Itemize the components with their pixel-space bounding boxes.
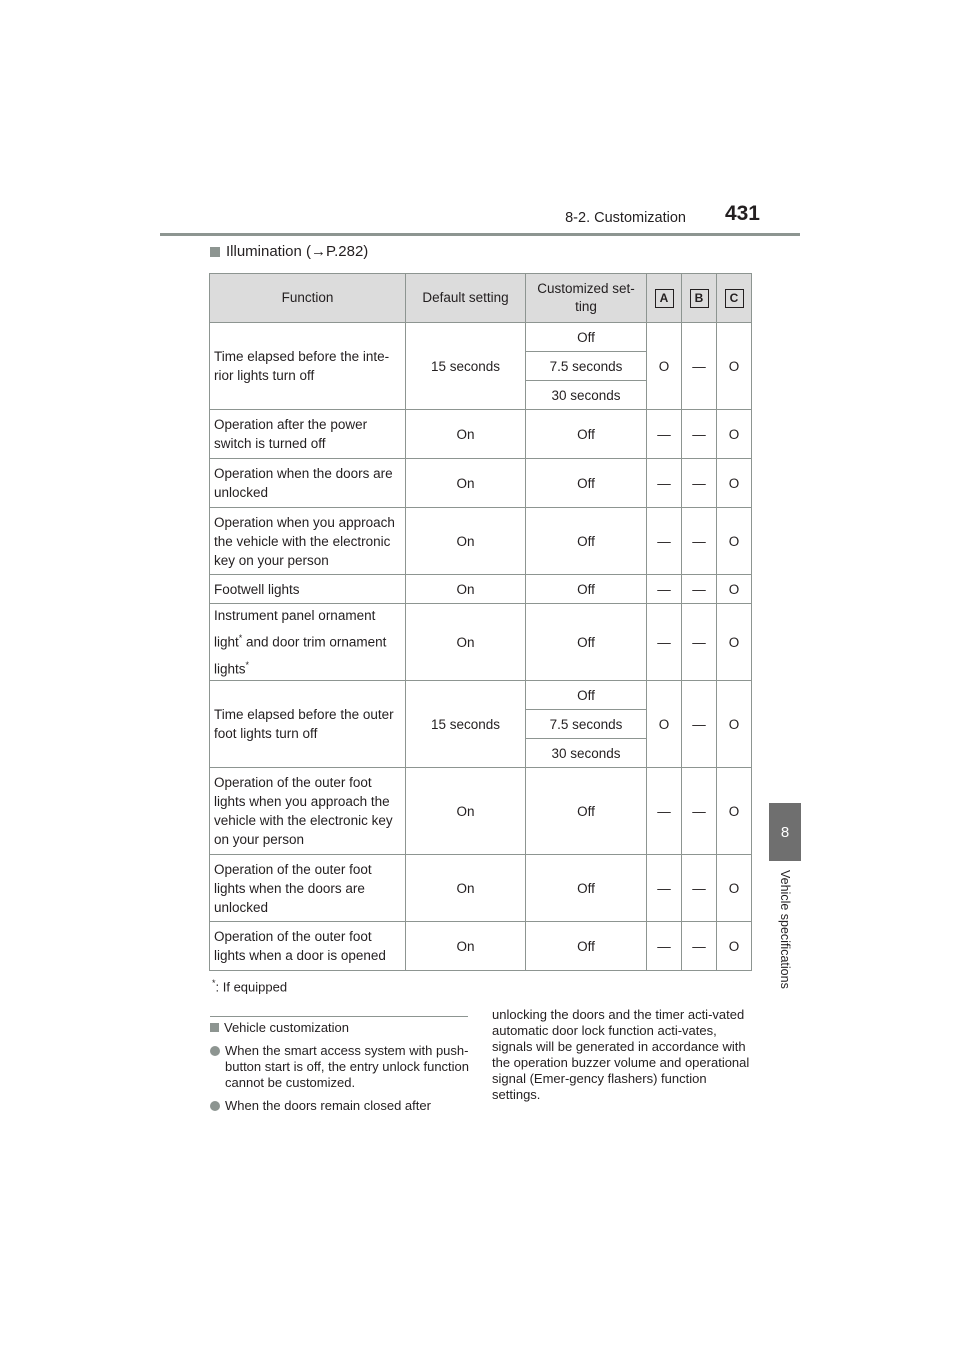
c-cell: O <box>717 681 752 768</box>
function-cell: Footwell lights <box>210 575 406 604</box>
default-cell: On <box>406 410 526 459</box>
table-row <box>210 768 752 855</box>
continuation-text: unlocking the doors and the timer acti-vated automatic door lock function acti-vates, signals will be generated in accordance with the operation buzzer volume and operational signal (Emer-gency flashers) function settings. <box>492 1007 750 1102</box>
table-row <box>210 681 752 710</box>
c-cell: O <box>717 575 752 604</box>
header-rule <box>160 233 800 236</box>
a-cell: — <box>647 604 682 681</box>
option-cell: Off <box>526 604 647 681</box>
function-cell: Operation when the doors are unlocked <box>210 459 406 508</box>
header-b-label: B <box>690 289 709 308</box>
function-cell: Time elapsed before the inte-rior lights turn off <box>210 323 406 410</box>
c-cell: O <box>717 508 752 575</box>
default-cell: 15 seconds <box>406 681 526 768</box>
function-cell: Operation of the outer foot lights when you approach the vehicle with the electronic key on your person <box>210 768 406 855</box>
section-title: 8-2. Customization <box>565 210 686 226</box>
default-cell: On <box>406 459 526 508</box>
table-row <box>210 410 752 459</box>
b-cell: — <box>682 575 717 604</box>
option-cell: Off <box>526 855 647 922</box>
c-cell: O <box>717 768 752 855</box>
default-cell: On <box>406 604 526 681</box>
a-cell: — <box>647 410 682 459</box>
footnote <box>212 978 287 994</box>
function-cell: Time elapsed before the outer foot lights turn off <box>210 681 406 768</box>
subsection-heading-text: Vehicle customization <box>224 1020 350 1035</box>
a-cell: — <box>647 922 682 971</box>
header-c <box>717 274 752 323</box>
c-cell: O <box>717 604 752 681</box>
footnote-mark: * <box>238 633 243 643</box>
option-cell: Off <box>526 681 647 710</box>
function-cell: Operation of the outer foot lights when a door is opened <box>210 922 406 971</box>
option-cell: Off <box>526 323 647 352</box>
default-cell: 15 seconds <box>406 323 526 410</box>
divider <box>210 1016 468 1017</box>
chapter-label <box>770 870 800 1010</box>
option-cell: Off <box>526 410 647 459</box>
square-bullet-icon <box>210 247 220 257</box>
b-cell: — <box>682 410 717 459</box>
b-cell: — <box>682 323 717 410</box>
function-cell: Operation after the power switch is turned off <box>210 410 406 459</box>
option-cell: Off <box>526 459 647 508</box>
section-heading <box>210 243 368 260</box>
header-b <box>682 274 717 323</box>
table-row <box>210 922 752 971</box>
table-row <box>210 604 752 681</box>
footnote-text: : If equipped <box>215 979 288 995</box>
a-cell: O <box>647 681 682 768</box>
option-cell: 7.5 seconds <box>526 352 647 381</box>
b-cell: — <box>682 922 717 971</box>
section-heading-text: Illumination (→P.282) <box>226 243 369 260</box>
b-cell: — <box>682 508 717 575</box>
a-cell: — <box>647 855 682 922</box>
option-cell: Off <box>526 922 647 971</box>
default-cell: On <box>406 575 526 604</box>
list-item <box>210 1043 472 1091</box>
chapter-label-text: Vehicle specifications <box>778 870 792 989</box>
function-cell: Operation when you approach the vehicle with the electronic key on your person <box>210 508 406 575</box>
default-cell: On <box>406 508 526 575</box>
function-text: and door trim ornament lights <box>214 634 387 676</box>
bullet-dot-icon <box>210 1046 220 1056</box>
a-cell: — <box>647 508 682 575</box>
default-cell: On <box>406 855 526 922</box>
option-cell: 30 seconds <box>526 381 647 410</box>
a-cell: — <box>647 768 682 855</box>
b-cell: — <box>682 604 717 681</box>
customization-table <box>209 273 752 971</box>
table-row <box>210 855 752 922</box>
header-c-label: C <box>725 289 744 308</box>
c-cell: O <box>717 410 752 459</box>
function-text: Instrument panel ornament light <box>214 608 376 650</box>
function-cell: Operation of the outer foot lights when the doors are unlocked <box>210 855 406 922</box>
header-a-label: A <box>655 289 674 308</box>
header-function: Function <box>210 274 406 323</box>
a-cell: — <box>647 575 682 604</box>
bullet-dot-icon <box>210 1101 220 1111</box>
b-cell: — <box>682 459 717 508</box>
a-cell: — <box>647 459 682 508</box>
option-cell: Off <box>526 508 647 575</box>
table-row <box>210 575 752 604</box>
b-cell: — <box>682 768 717 855</box>
table-row <box>210 459 752 508</box>
option-cell: 30 seconds <box>526 739 647 768</box>
footnote-mark: * <box>245 659 250 670</box>
option-cell: Off <box>526 575 647 604</box>
b-cell: — <box>682 855 717 922</box>
c-cell: O <box>717 922 752 971</box>
header-a <box>647 274 682 323</box>
header-custom: Customized set-ting <box>526 274 647 323</box>
table-row <box>210 508 752 575</box>
subsection-heading <box>210 1020 349 1035</box>
list-item-text: When the smart access system with push-button start is off, the entry unlock function cannot be customized. <box>225 1043 470 1090</box>
b-cell: — <box>682 681 717 768</box>
chapter-number: 8 <box>780 823 790 841</box>
square-bullet-icon <box>210 1023 219 1032</box>
chapter-tab[interactable] <box>769 803 801 861</box>
c-cell: O <box>717 459 752 508</box>
list-item <box>210 1098 472 1114</box>
option-cell: Off <box>526 768 647 855</box>
c-cell: O <box>717 323 752 410</box>
function-cell <box>210 604 406 681</box>
page-number: 431 <box>724 202 760 225</box>
a-cell: O <box>647 323 682 410</box>
header-default: Default setting <box>406 274 526 323</box>
footnote-mark: * <box>212 978 216 988</box>
list-item-text: When the doors remain closed after <box>225 1098 431 1113</box>
table-header-row <box>210 274 752 323</box>
page-header <box>160 204 800 236</box>
table-row <box>210 323 752 352</box>
c-cell: O <box>717 855 752 922</box>
option-cell: 7.5 seconds <box>526 710 647 739</box>
default-cell: On <box>406 922 526 971</box>
default-cell: On <box>406 768 526 855</box>
